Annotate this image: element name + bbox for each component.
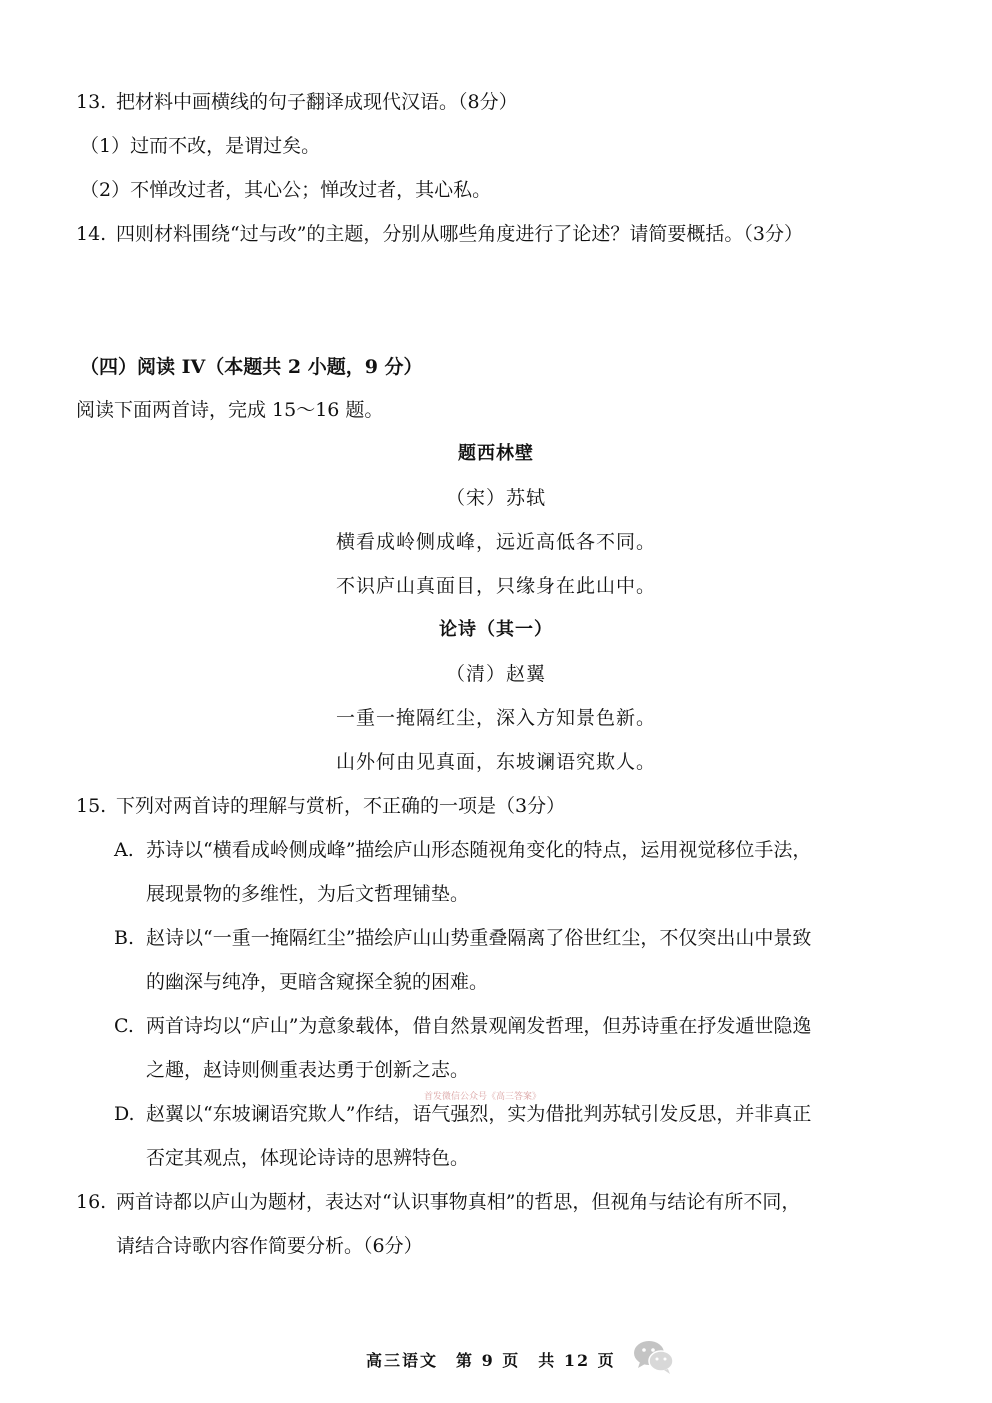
question-text: 四则材料围绕“过与改”的主题，分别从哪些角度进行了论述？请简要概括。（3分） (116, 223, 804, 245)
poem-2-line-1: 一重一掩隔红尘，深入方知景色新。 (335, 707, 656, 729)
poem-2-line-2: 山外何由见真面，东坡谰语究欺人。 (335, 751, 656, 773)
option-c (114, 1014, 811, 1038)
option-letter: D. (114, 1103, 135, 1125)
option-a (114, 838, 811, 862)
option-letter: B. (114, 927, 135, 949)
question-number: 16. (76, 1191, 107, 1213)
option-letter: A. (114, 839, 134, 861)
watermark: 首发微信公众号《高三答案》 (424, 1092, 542, 1102)
question-number: 14. (76, 223, 107, 245)
poem-1-author: （宋）苏轼 (445, 487, 546, 509)
option-d-cont: 否定其观点，体现论诗诗的思辨特色。 (146, 1147, 470, 1169)
option-b-cont: 的幽深与纯净，更暗含窥探全貌的困难。 (146, 971, 489, 993)
question-text: 两首诗都以庐山为题材，表达对“认识事物真相”的哲思，但视角与结论有所不同， (116, 1191, 801, 1213)
option-text: 两首诗均以“庐山”为意象载体，借自然景观阐发哲理，但苏诗重在抒发遁世隐逸 (146, 1015, 812, 1037)
question-number: 15. (76, 795, 107, 817)
poem-2-title: 论诗（其一） (439, 619, 553, 640)
option-b (114, 926, 811, 950)
option-text: 苏诗以“横看成岭侧成峰”描绘庐山形态随视角变化的特点，运用视觉移位手法， (146, 839, 812, 861)
question-15 (76, 794, 565, 818)
question-13-sub-1: （1）过而不改，是谓过矣。 (80, 135, 321, 157)
option-a-cont: 展现景物的多维性，为后文哲理铺垫。 (146, 883, 470, 905)
question-16-cont: 请结合诗歌内容作简要分析。（6分） (116, 1235, 423, 1257)
page-footer: 高三语文 第 9 页 共 12 页 (366, 1351, 616, 1370)
poem-1-line-2: 不识庐山真面目，只缘身在此山中。 (335, 575, 656, 597)
poem-1-line-1: 横看成岭侧成峰，远近高低各不同。 (335, 531, 656, 553)
section-header: （四）阅读 IV（本题共 2 小题，9 分） (80, 356, 423, 378)
wechat-icon (632, 1338, 676, 1376)
option-c-cont: 之趣，赵诗则侧重表达勇于创新之志。 (146, 1059, 470, 1081)
option-text: 赵诗以“一重一掩隔红尘”描绘庐山山势重叠隔离了俗世红尘，不仅突出山中景致 (146, 927, 812, 949)
poem-2-author: （清）赵翼 (445, 663, 546, 685)
question-number: 13. (76, 91, 107, 113)
question-13 (76, 90, 518, 114)
option-letter: C. (114, 1015, 134, 1037)
section-instruction: 阅读下面两首诗，完成 15～16 题。 (76, 399, 384, 421)
question-text: 把材料中画横线的句子翻译成现代汉语。（8分） (116, 91, 518, 113)
question-16 (76, 1190, 800, 1214)
question-14 (76, 222, 803, 246)
option-d (114, 1102, 811, 1126)
poem-1-title: 题西林壁 (458, 443, 534, 464)
question-text: 下列对两首诗的理解与赏析，不正确的一项是（3分） (116, 795, 566, 817)
option-text: 赵翼以“东坡谰语究欺人”作结，语气强烈，实为借批判苏轼引发反思，并非真正 (146, 1103, 812, 1125)
question-13-sub-2: （2）不惮改过者，其心公；惮改过者，其心私。 (80, 179, 492, 201)
